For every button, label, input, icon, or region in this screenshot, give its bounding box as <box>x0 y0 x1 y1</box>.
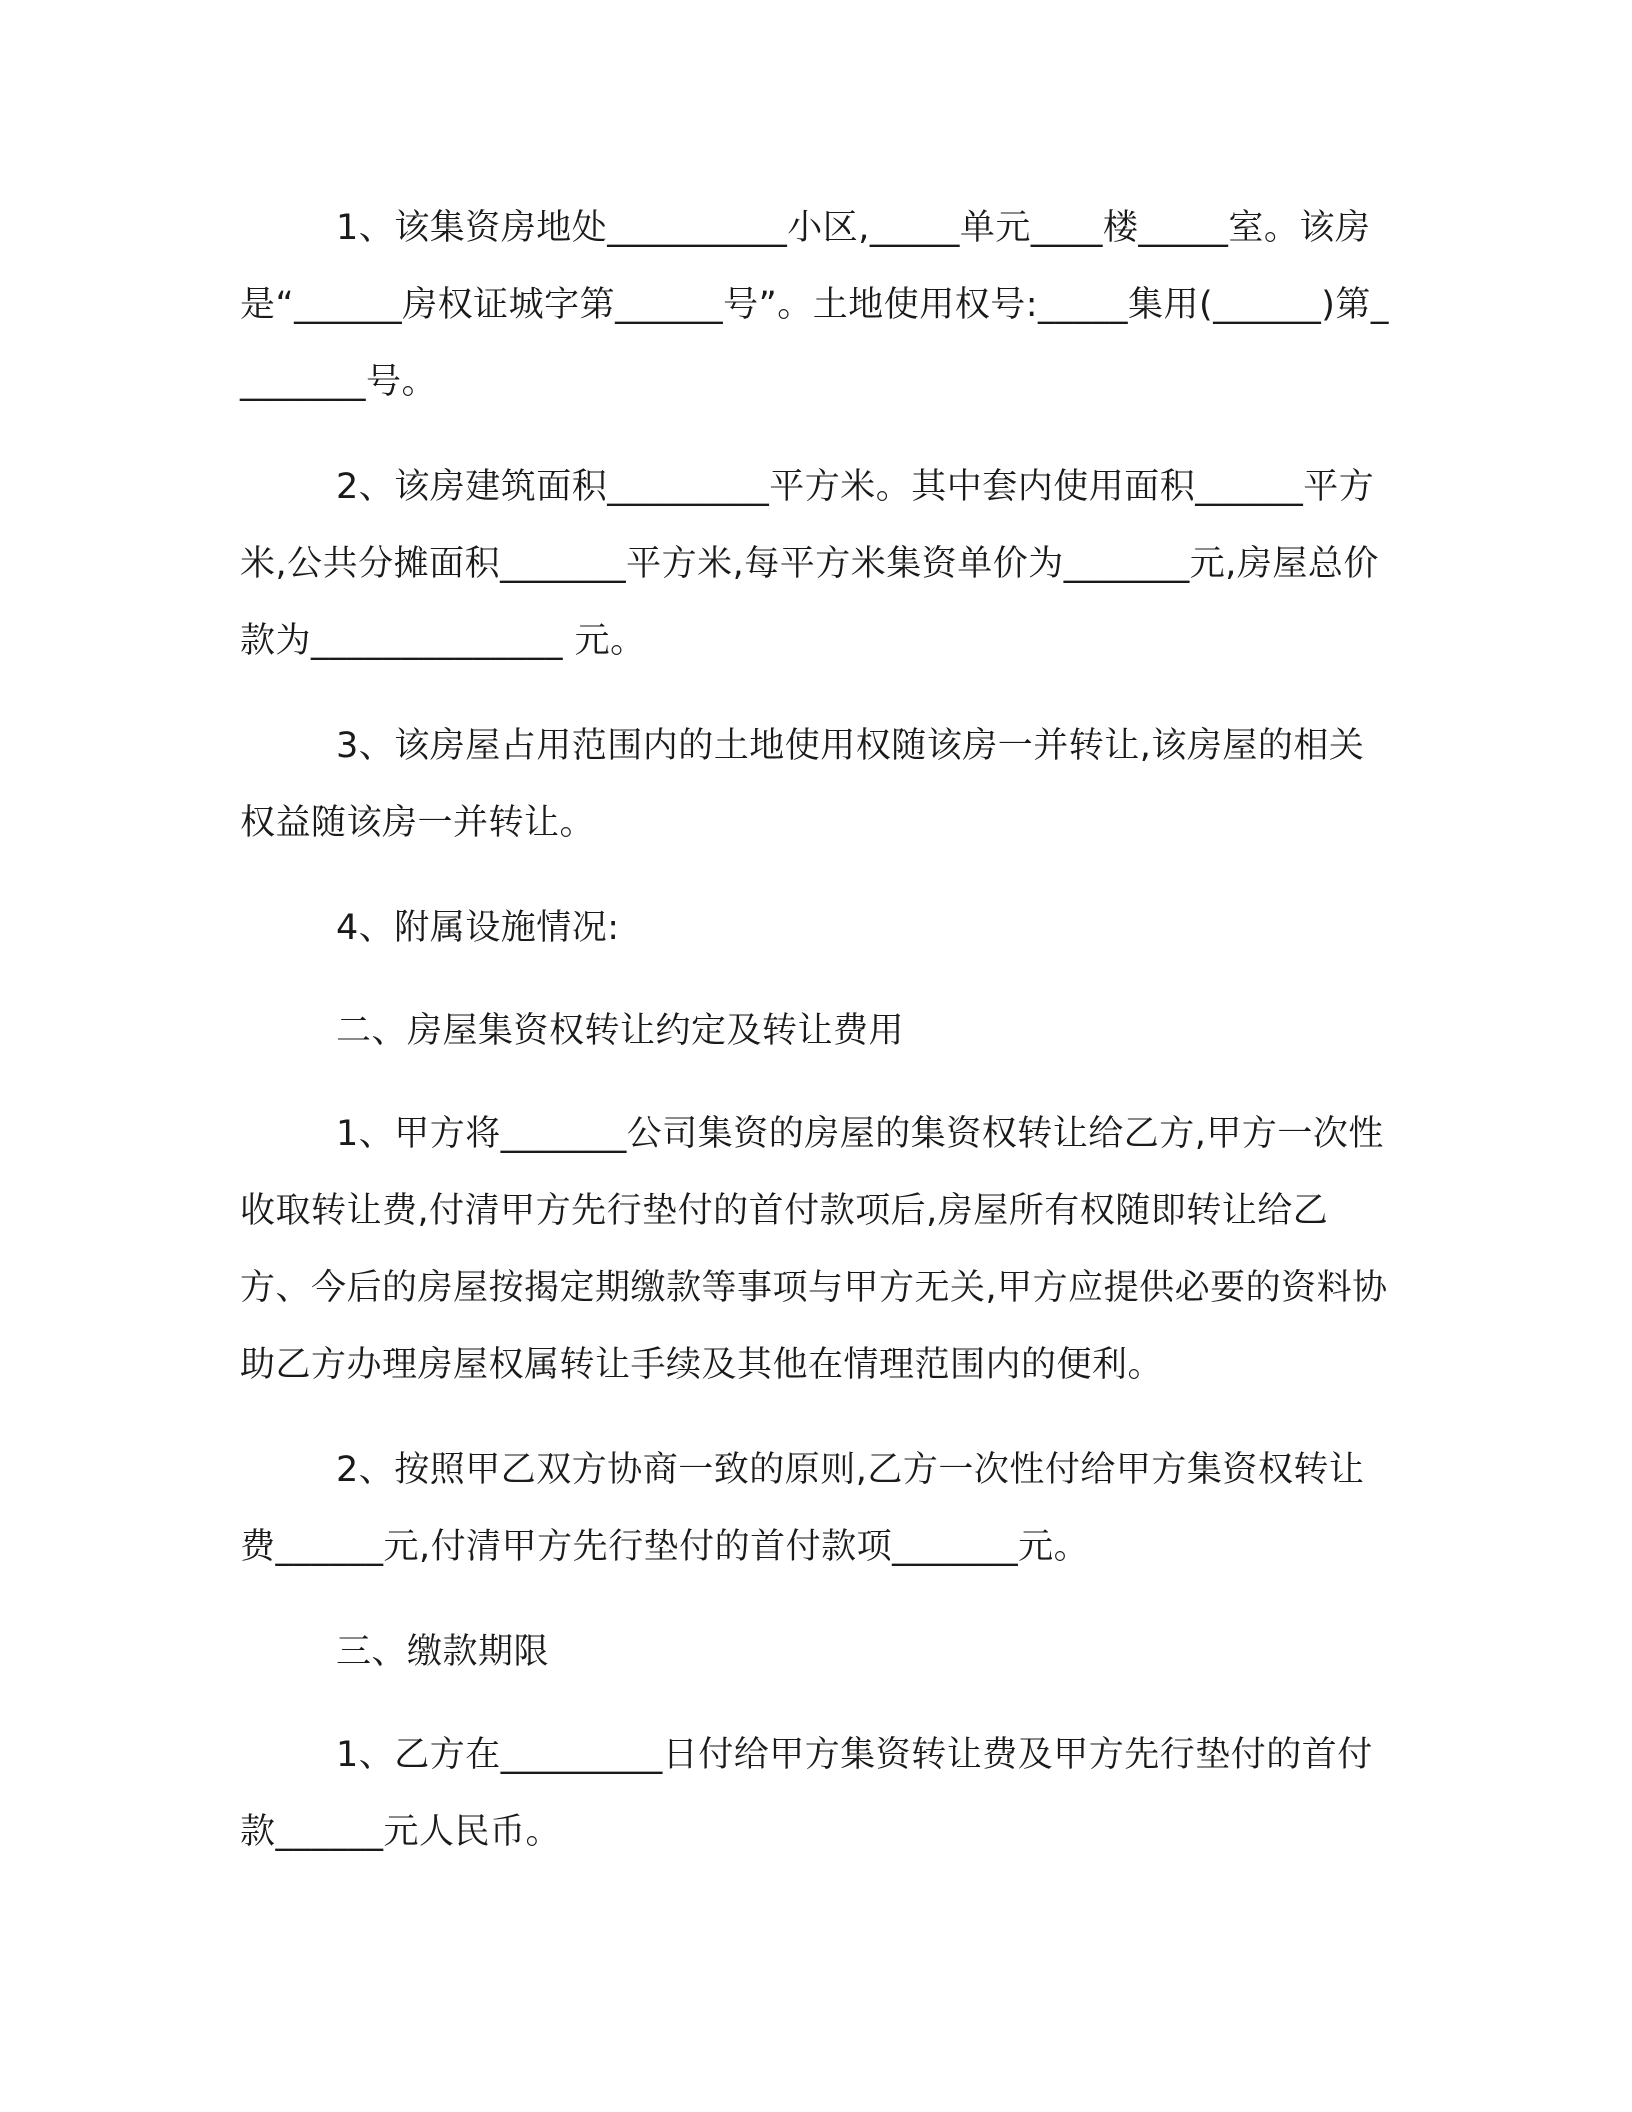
clause-4-facilities: 4、附属设施情况: <box>336 908 620 948</box>
section-2-clause-2: 2、按照甲乙双方协商一致的原则,乙方一次性付给甲方集资权转让费______元,付清甲方先行垫付的首付款项_______元。 <box>240 1450 1365 1567</box>
section-2-heading: 二、房屋集资权转让约定及转让费用 <box>336 1011 905 1051</box>
section-3-clause-1: 1、乙方在_________日付给甲方集资转让费及甲方先行垫付的首付款______元人民币。 <box>240 1735 1373 1852</box>
clause-1-location: 1、该集资房地处__________小区,_____单元____楼_____室。该房是“______房权证城字第______号”。土地使用权号:_____集用(______)第________号。 <box>240 208 1389 402</box>
document-page <box>240 190 1390 1899</box>
clause-3-land-rights: 3、该房屋占用范围内的土地使用权随该房一并转让,该房屋的相关权益随该房一并转让。 <box>240 726 1365 843</box>
section-3-heading: 三、缴款期限 <box>336 1632 550 1672</box>
clause-2-area-price: 2、该房建筑面积_________平方米。其中套内使用面积______平方米,公共分摊面积_______平方米,每平方米集资单价为_______元,房屋总价款为______________ 元。 <box>240 467 1379 661</box>
section-2-clause-1: 1、甲方将_______公司集资的房屋的集资权转让给乙方,甲方一次性收取转让费,付清甲方先行垫付的首付款项后,房屋所有权随即转让给乙方、今后的房屋按揭定期缴款等事项与甲方无关,甲方应提供必要的资料协助乙方办理房屋权属转让手续及其他在情理范围内的便利。 <box>240 1114 1388 1385</box>
